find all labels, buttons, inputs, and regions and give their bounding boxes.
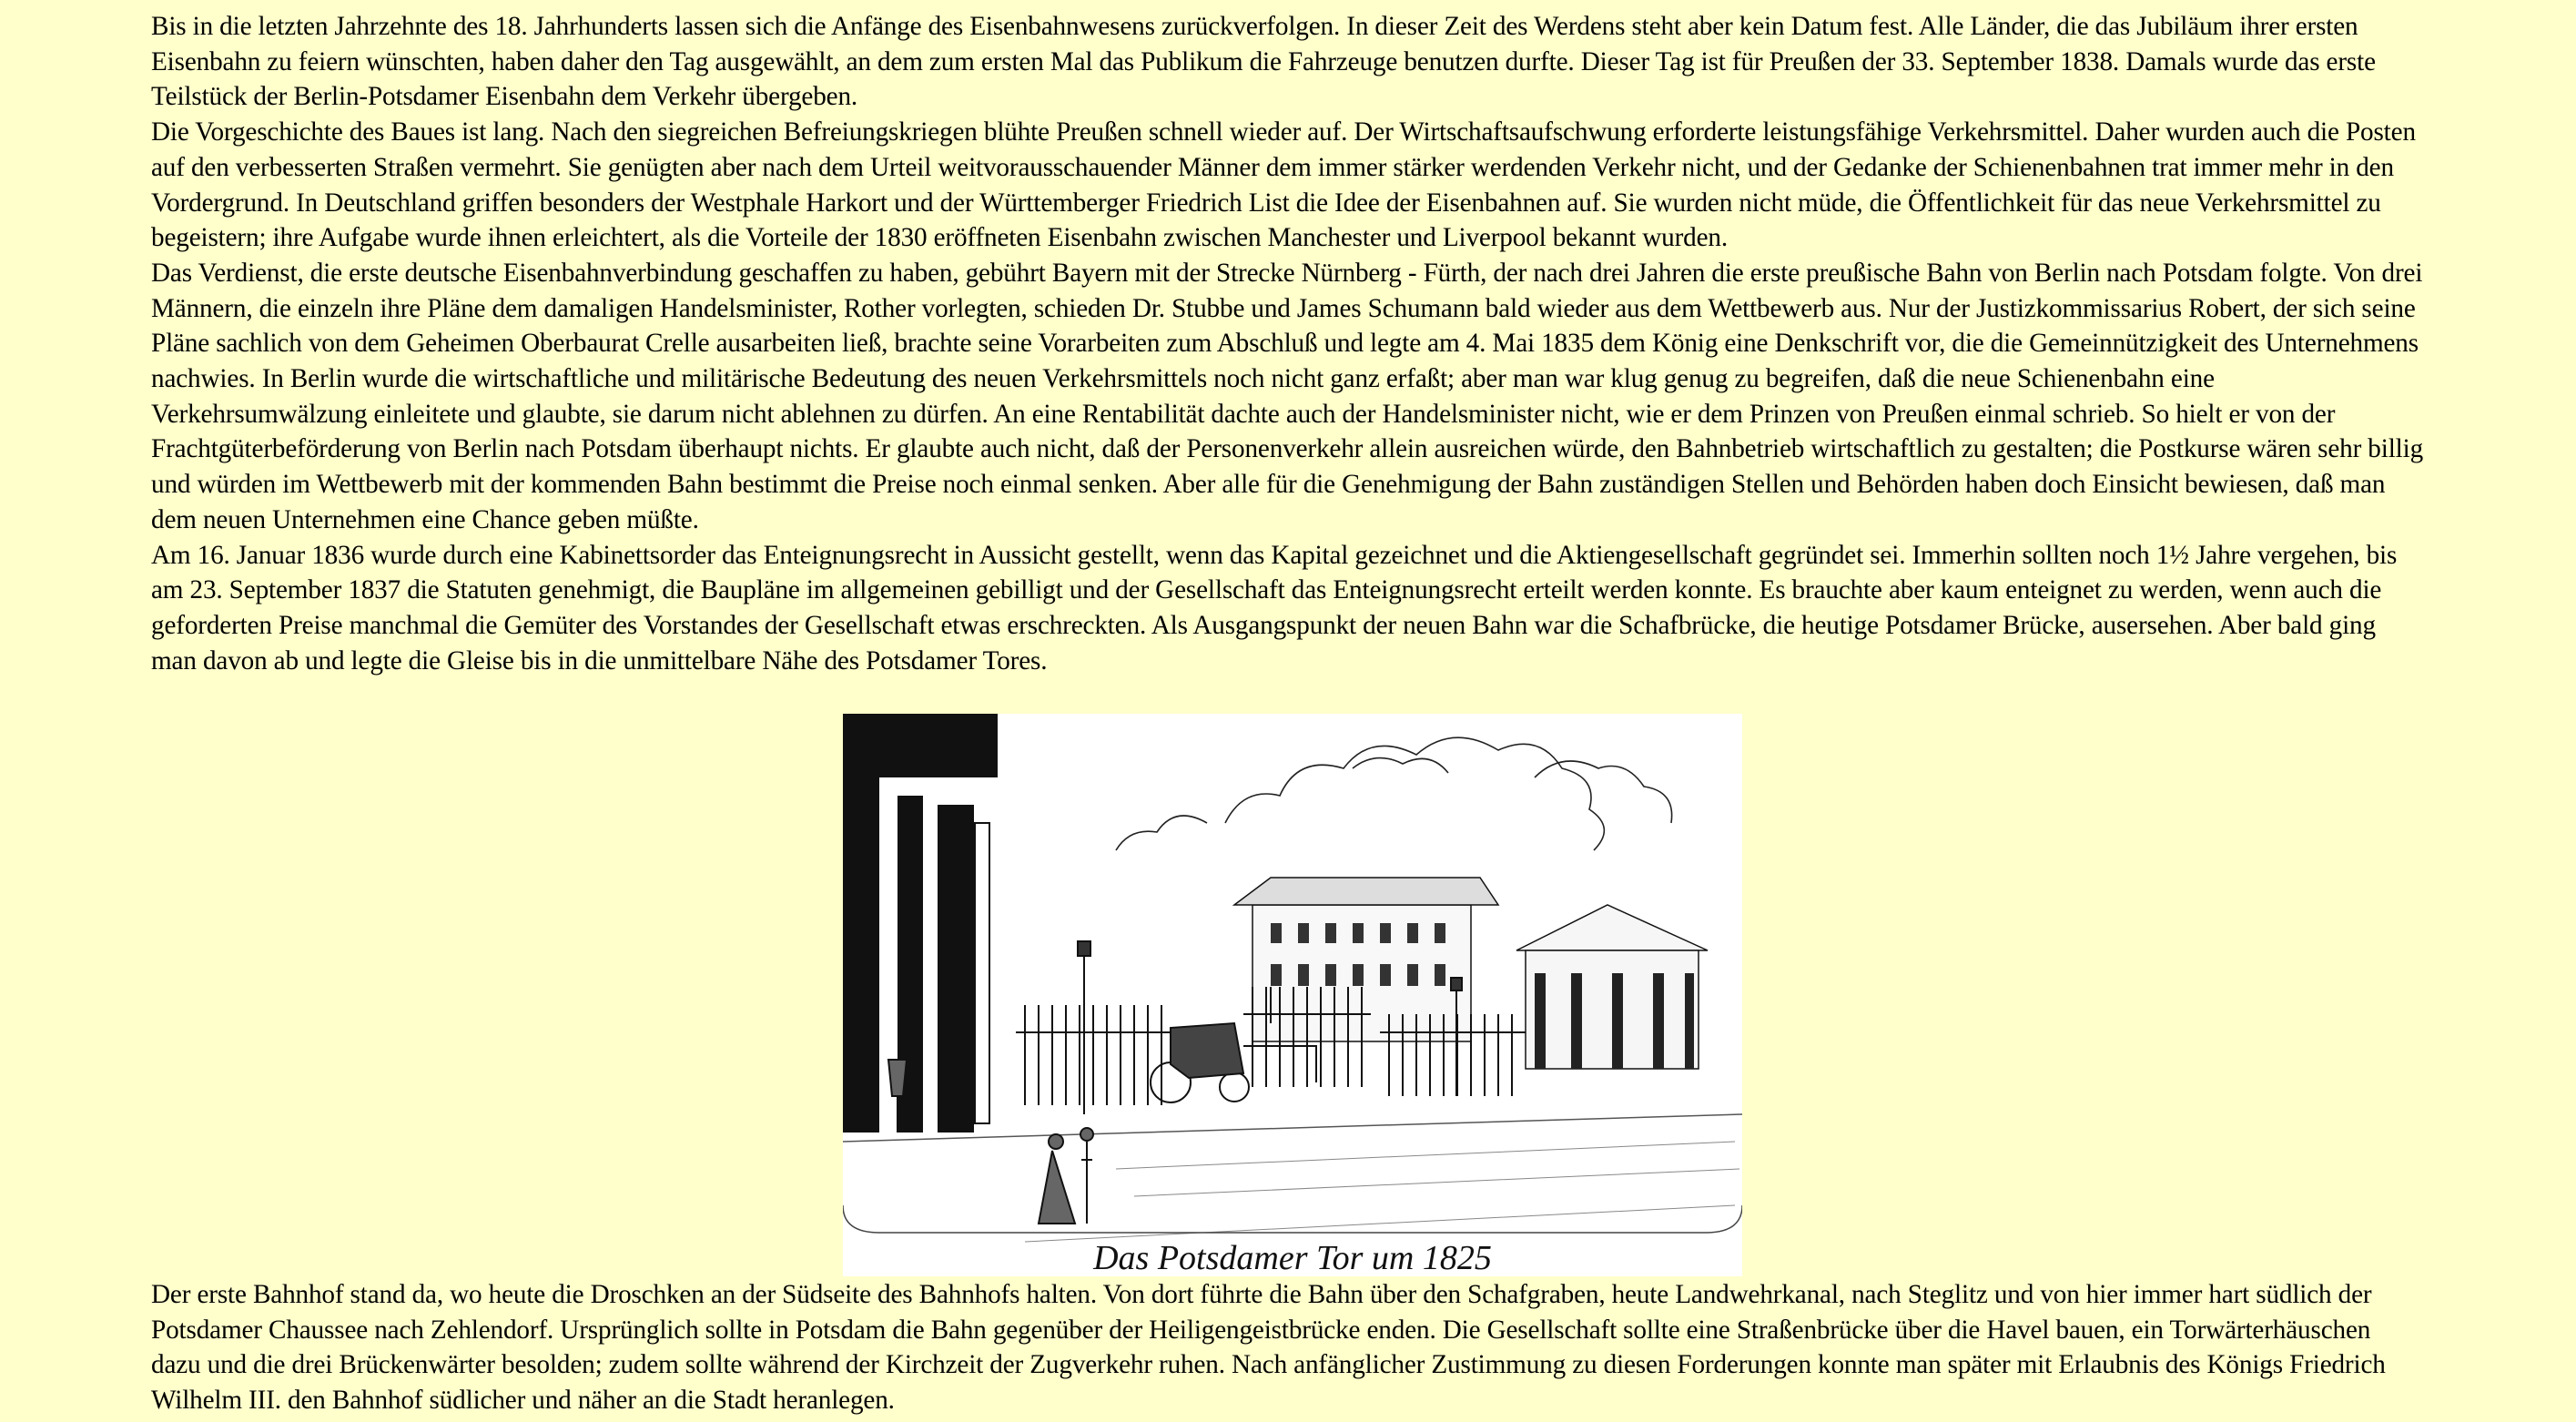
- paragraph-expropriation: Am 16. Januar 1836 wurde durch eine Kabinettsorder das Enteignungsrecht in Aussicht gestellt, wenn das Kapital gezeichnet und die Aktiengesellschaft gegründet sei. Immerhin sollten noch 1½ Jahre vergehen, bis am 23. September 1837 die Statuten genehmigt, die Baupläne im allgemeinen gebilligt und der Gesellschaft das Enteignungsrecht erteilt werden konnte. Es brauchte aber kaum enteignet zu werden, wenn auch die geforderten Preise manchmal die Gemüter des Vorstandes der Gesellschaft etwas erschreckten. Als Ausgangspunkt der neuen Bahn war die Schafbrücke, die heutige Potsdamer Brücke, ausersehen. Aber bald ging man davon ab und legte die Gleise bis in die unmittelbare Nähe des Potsdamer Tores.: [151, 540, 2398, 675]
- article-body-continued: [151, 1277, 2425, 1418]
- palace-building: [1234, 878, 1498, 1041]
- paragraph-intro: Bis in die letzten Jahrzehnte des 18. Jahrhunderts lassen sich die Anfänge des Eisenbahnwesens zurückverfolgen. In dieser Zeit des Werdens steht aber kein Datum fest. Alle Länder, die das Jubiläum ihrer ersten Eisenbahn zu feiern wünschten, haben daher den Tag ausgewählt, an dem zum ersten Mal das Publikum die Fahrzeuge benutzen durfte. Dieser Tag ist für Preußen der 33. September 1838. Damals wurde das erste Teilstück der Berlin-Potsdamer Eisenbahn dem Verkehr übergeben.: [151, 12, 2376, 112]
- paragraph-first-station: Der erste Bahnhof stand da, wo heute die Droschken an der Südseite des Bahnhofs halten. Von dort führte die Bahn über den Schafgraben, heute Landwehrkanal, nach Steglitz und von hier immer hart südlich der Potsdamer Chaussee nach Zehlendorf. Ursprünglich sollte in Potsdam die Bahn gegenüber der Heiligengeistbrücke enden. Die Gesellschaft sollte eine Straßenbrücke über die Havel bauen, ein Torwärterhäuschen dazu und die drei Brückenwärter besolden; zudem sollte während der Kirchzeit der Zugverkehr ruhen. Nach anfänglicher Zustimmung zu diesen Forderungen konnte man später mit Erlaubnis des Königs Friedrich Wilhelm III. den Bahnhof südlicher und näher an die Stadt heranlegen.: [151, 1280, 2386, 1416]
- paragraph-prehistory: Die Vorgeschichte des Baues ist lang. Nach den siegreichen Befreiungskriegen blühte Preußen schnell wieder auf. Der Wirtschaftsaufschwung erforderte leistungsfähige Verkehrsmittel. Daher wurden auch die Posten auf den verbesserten Straßen vermehrt. Sie genügten aber nach dem Urteil weitvorausschauender Männer dem immer stärker werdenden Verkehr nicht, und der Gedanke der Schienenbahnen trat immer mehr in den Vordergrund. In Deutschland griffen besonders der Westphale Harkort und der Württemberger Friedrich List die Idee der Eisenbahnen auf. Sie wurden nicht müde, die Öffentlichkeit für das neue Verkehrsmittel zu begeistern; ihre Aufgabe wurde ihnen erleichtert, als die Vorteile der 1830 eröffneten Eisenbahn zwischen Manchester und Liverpool bekannt wurden.: [151, 117, 2416, 253]
- potsdamer-tor-engraving-image: [843, 714, 1742, 1276]
- paragraph-merit: Das Verdienst, die erste deutsche Eisenbahnverbindung geschaffen zu haben, gebührt Bayern mit der Strecke Nürnberg - Fürth, der nach drei Jahren die erste preußische Bahn von Berlin nach Potsdam folgte. Von drei Männern, die einzeln ihre Pläne dem damaligen Handelsminister, Rother vorlegten, schieden Dr. Stubbe und James Schumann bald wieder aus dem Wettbewerb aus. Nur der Justizkommissarius Robert, der sich seine Pläne sachlich von dem Geheimen Oberbaurat Crelle ausarbeiten ließ, brachte seine Vorarbeiten zum Abschluß und legte am 4. Mai 1835 dem König eine Denkschrift vor, die die Gemeinnützigkeit des Unternehmens nachwies. In Berlin wurde die wirtschaftliche und militärische Bedeutung des neuen Verkehrsmittels noch nicht ganz erfaßt; aber man war klug genug zu begreifen, daß die neue Schienenbahn eine Verkehrsumwälzung einleitete und glaubte, sie darum nicht ablehnen zu dürfen. An eine Rentabilität dachte auch der Handelsminister nicht, wie er dem Prinzen von Preußen einmal schrieb. So hielt er von der Frachtgüterbeförderung von Berlin nach Potsdam überhaupt nichts. Er glaubte auch nicht, daß der Personenverkehr allein ausreichen würde, den Bahnbetrieb wirtschaftlich zu gestalten; die Postkurse wären sehr billig und würden im Wettbewerb mit der kommenden Bahn bestimmt die Preise noch einmal senken. Aber alle für die Genehmigung der Bahn zuständigen Stellen und Behörden haben doch Einsicht bewiesen, daß man dem neuen Unternehmen eine Chance geben müßte.: [151, 258, 2424, 534]
- engraving-figure: [843, 714, 1742, 1276]
- article-body: [151, 9, 2425, 678]
- engraving-caption: Das Potsdamer Tor um 1825: [1093, 1239, 1492, 1276]
